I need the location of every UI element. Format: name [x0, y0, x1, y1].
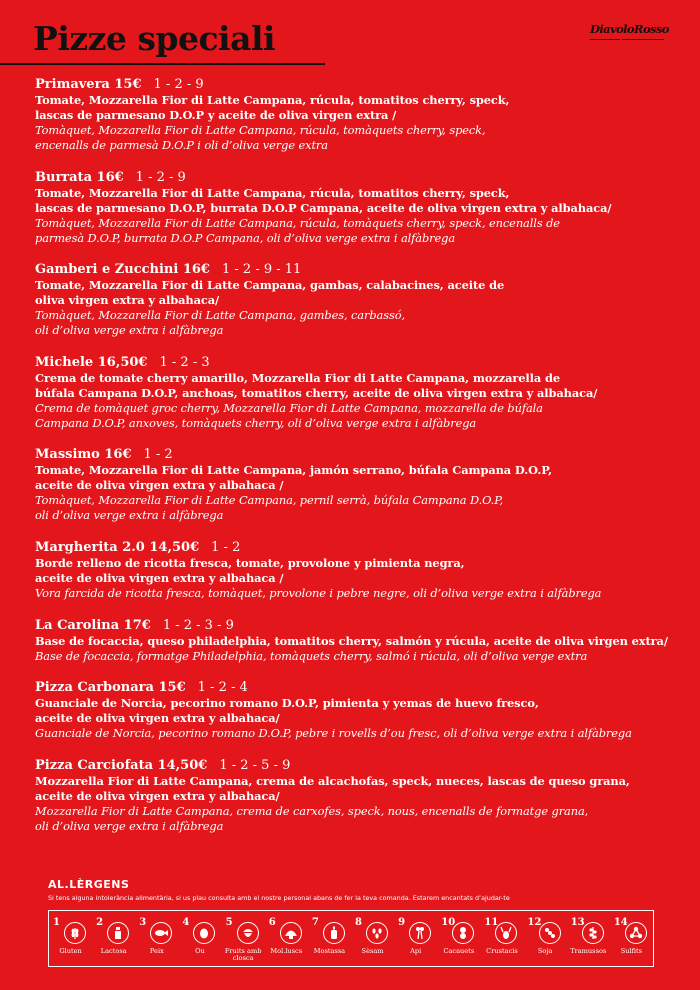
peanut-icon — [452, 922, 474, 944]
pizza-item — [35, 262, 670, 338]
pizza-name: Primavera — [35, 77, 110, 92]
allergen-number: 14 — [613, 917, 628, 928]
allergen-label: Mostassa — [313, 947, 346, 955]
description-catalan: Tomàquet, Mozzarella Fior di Latte Campana, rúcula, tomàquets cherry, speck, encenalls de — [35, 215, 560, 230]
pizza-price: 15€ — [158, 680, 186, 696]
pizza-allergen-codes: 1 - 2 - 3 - 9 — [162, 617, 234, 633]
pizza-name: Massimo — [35, 447, 100, 463]
pizza-header — [35, 447, 670, 463]
pizza-allergen-codes: 1 - 2 - 4 — [197, 680, 248, 696]
pizza-allergen-codes: 1 - 2 — [211, 539, 241, 555]
allergen-item — [92, 911, 135, 966]
pizza-header — [35, 170, 670, 186]
allergen-label: Api — [410, 947, 422, 955]
allergen-item — [265, 911, 308, 966]
milk-bottle-icon — [107, 922, 129, 944]
pizza-item — [35, 758, 670, 834]
celery-icon — [409, 922, 431, 944]
pizza-menu — [35, 77, 670, 850]
allergen-label: Crustacis — [486, 947, 518, 955]
allergen-item — [178, 911, 221, 966]
pizza-allergen-codes: 1 - 2 - 9 — [153, 77, 204, 92]
nut-icon — [237, 922, 259, 944]
pizza-price: 17€ — [123, 617, 151, 633]
pizza-price: 16,50€ — [97, 354, 148, 370]
fish-icon — [150, 922, 172, 944]
pizza-header — [35, 758, 670, 774]
pizza-name: La Carolina — [35, 617, 120, 633]
allergen-label: Soja — [537, 947, 553, 955]
sulphite-icon — [625, 922, 647, 944]
pizza-item — [35, 77, 670, 153]
pizza-item — [35, 540, 670, 601]
allergens-legend — [48, 878, 658, 962]
allergen-label: Mol.luscs — [270, 947, 303, 955]
sesame-icon — [366, 922, 388, 944]
description-catalan: Mozzarella Fior di Latte Campana, crema de carxofes, speck, nous, encenalls de formatge grana, — [35, 803, 589, 818]
pizza-name: Michele — [35, 354, 94, 370]
pizza-header — [35, 680, 670, 696]
description-catalan: oli d’oliva verge extra i alfàbrega — [35, 508, 224, 523]
pizza-item — [35, 680, 670, 741]
allergen-label: Fruits amb closca — [224, 947, 262, 962]
allergen-number: 13 — [570, 917, 585, 928]
description-spanish: aceite de oliva virgen extra y albahaca / — [35, 570, 284, 585]
allergen-label: Sèsam — [361, 947, 384, 955]
allergens-title: AL.LÈRGENS — [48, 878, 130, 891]
mustard-jar-icon — [323, 922, 345, 944]
crustacean-icon — [495, 922, 517, 944]
description-catalan: oli d’oliva verge extra i alfàbrega — [35, 323, 224, 338]
description-spanish: aceite de oliva virgen extra y albahaca/ — [35, 788, 280, 803]
allergens-note: Si tens alguna intolerància alimentària, si us plau consulta amb el nostre personal abans de fer la teva comanda. Estarem encantats d’ajudar-te — [48, 894, 510, 902]
allergen-item — [610, 911, 653, 966]
pizza-name: Pizza Carciofata — [35, 757, 154, 773]
lupin-icon — [582, 922, 604, 944]
allergen-number: 1 — [53, 917, 60, 928]
description-spanish: Guanciale de Norcia, pecorino romano D.O.P, pimienta y yemas de huevo fresco, — [35, 696, 539, 711]
pizza-item — [35, 355, 670, 431]
allergen-number: 2 — [96, 917, 104, 928]
wheat-icon — [64, 922, 86, 944]
allergen-item — [49, 911, 92, 966]
pizza-allergen-codes: 1 - 2 — [143, 447, 173, 463]
description-spanish: aceite de oliva virgen extra y albahaca/ — [35, 711, 280, 726]
pizza-allergen-codes: 1 - 2 - 3 — [159, 354, 210, 370]
brand-logo — [590, 22, 669, 43]
allergen-item — [394, 911, 437, 966]
pizza-header — [35, 77, 670, 93]
pizza-name: Gamberi e Zucchini — [35, 262, 179, 278]
allergen-label: Gluten — [59, 947, 82, 955]
description-spanish: Base de focaccia, queso philadelphia, tomatitos cherry, salmón y rúcula, aceite de oliva virgen extra/ — [35, 633, 668, 648]
description-spanish: Tomate, Mozzarella Fior di Latte Campana, gambas, calabacines, aceite de — [35, 278, 505, 293]
description-spanish: Crema de tomate cherry amarillo, Mozzarella Fior di Latte Campana, mozzarella de — [35, 370, 561, 385]
description-catalan: Tomàquet, Mozzarella Fior di Latte Campana, pernil serrà, búfala Campana D.O.P, — [35, 493, 503, 508]
description-catalan: Crema de tomàquet groc cherry, Mozzarella Fior di Latte Campana, mozzarella de búfala — [35, 400, 543, 415]
allergen-number: 5 — [225, 917, 233, 928]
description-spanish: Mozzarella Fior di Latte Campana, crema de alcachofas, speck, nueces, lascas de queso grana, — [35, 773, 630, 788]
brand-name: DiavoloRosso — [590, 22, 669, 36]
allergen-item — [437, 911, 480, 966]
allergen-number: 10 — [441, 917, 456, 928]
description-catalan: oli d’oliva verge extra i alfàbrega — [35, 818, 224, 833]
description-spanish: Borde relleno de ricotta fresca, tomate, provolone y pimienta negra, — [35, 555, 465, 570]
allergen-icons-box — [48, 910, 654, 967]
allergen-number: 3 — [139, 917, 147, 928]
allergen-item — [308, 911, 351, 966]
brand-underline — [590, 39, 664, 43]
pizza-name: Burrata — [35, 169, 92, 185]
description-catalan: Base de focaccia, formatge Philadelphia, tomàquets cherry, salmó i rúcula, oli d’oliva verge extra — [35, 648, 588, 663]
allergen-item — [524, 911, 567, 966]
pizza-price: 15€ — [114, 77, 142, 92]
pizza-price: 16€ — [104, 447, 132, 463]
pizza-name: Margherita 2.0 — [35, 539, 145, 555]
pizza-price: 16€ — [96, 169, 124, 185]
shell-icon — [280, 922, 302, 944]
description-catalan: parmesà D.O.P, burrata D.O.P Campana, oli d’oliva verge extra i alfàbrega — [35, 230, 456, 245]
allergen-item — [567, 911, 610, 966]
allergen-item — [135, 911, 178, 966]
description-catalan: Tomàquet, Mozzarella Fior di Latte Campana, rúcula, tomàquets cherry, speck, — [35, 123, 486, 137]
description-catalan: Tomàquet, Mozzarella Fior di Latte Campana, gambes, carbassó, — [35, 308, 405, 323]
description-spanish: Tomate, Mozzarella Fior di Latte Campana, jamón serrano, búfala Campana D.O.P, — [35, 463, 553, 478]
allergen-number: 11 — [484, 917, 499, 928]
description-spanish: lascas de parmesano D.O.P y aceite de oliva virgen extra / — [35, 108, 397, 122]
allergen-number: 9 — [398, 917, 406, 928]
pizza-item — [35, 618, 670, 664]
allergen-number: 12 — [527, 917, 542, 928]
pizza-allergen-codes: 1 - 2 - 9 - 11 — [221, 262, 302, 278]
allergen-item — [222, 911, 265, 966]
pizza-header — [35, 618, 670, 634]
pizza-name: Pizza Carbonara — [35, 680, 154, 696]
allergen-item — [480, 911, 523, 966]
allergen-label: Tramussos — [570, 947, 607, 955]
description-catalan: encenalls de parmesà D.O.P i oli d’oliva verge extra — [35, 138, 328, 152]
allergen-label: Peix — [149, 947, 164, 955]
allergen-label: Ou — [195, 947, 205, 955]
allergen-item — [351, 911, 394, 966]
pizza-price: 16€ — [182, 262, 210, 278]
description-catalan: Guanciale de Norcia, pecorino romano D.O.P, pebre i rovells d’ou fresc, oli d’oliva verge extra i alfàbrega — [35, 726, 632, 741]
pizza-header — [35, 355, 670, 371]
pizza-price: 14,50€ — [157, 757, 208, 773]
title-underline — [0, 63, 325, 65]
description-catalan: Vora farcida de ricotta fresca, tomàquet, provolone i pebre negre, oli d’oliva verge extra i alfàbrega — [35, 585, 602, 600]
allergen-label: Lactosa — [100, 947, 127, 955]
egg-icon — [193, 922, 215, 944]
allergen-label: Sulfits — [620, 947, 643, 955]
description-spanish: oliva virgen extra y albahaca/ — [35, 293, 220, 308]
allergen-number: 4 — [182, 917, 190, 928]
pizza-allergen-codes: 1 - 2 - 5 - 9 — [219, 757, 291, 773]
soy-icon — [539, 922, 561, 944]
allergen-number: 8 — [354, 917, 362, 928]
description-spanish: Tomate, Mozzarella Fior di Latte Campana, rúcula, tomatitos cherry, speck, — [35, 185, 510, 200]
pizza-header — [35, 262, 670, 278]
allergen-label: Cacauets — [443, 947, 475, 955]
description-spanish: aceite de oliva virgen extra y albahaca / — [35, 478, 284, 493]
description-spanish: búfala Campana D.O.P, anchoas, tomatitos cherry, aceite de oliva virgen extra y albahaca/ — [35, 385, 598, 400]
pizza-item — [35, 170, 670, 246]
description-spanish: lascas de parmesano D.O.P, burrata D.O.P Campana, aceite de oliva virgen extra y albahaca/ — [35, 200, 612, 215]
description-spanish: Tomate, Mozzarella Fior di Latte Campana, rúcula, tomatitos cherry, speck, — [35, 93, 510, 107]
pizza-header — [35, 540, 670, 556]
allergen-number: 6 — [268, 917, 276, 928]
pizza-price: 14,50€ — [149, 539, 200, 555]
page-title: Pizze speciali — [33, 19, 276, 58]
description-catalan: Campana D.O.P, anxoves, tomàquets cherry, oli d’oliva verge extra i alfàbrega — [35, 415, 477, 430]
pizza-allergen-codes: 1 - 2 - 9 — [135, 169, 186, 185]
pizza-item — [35, 447, 670, 523]
allergen-number: 7 — [311, 917, 319, 928]
